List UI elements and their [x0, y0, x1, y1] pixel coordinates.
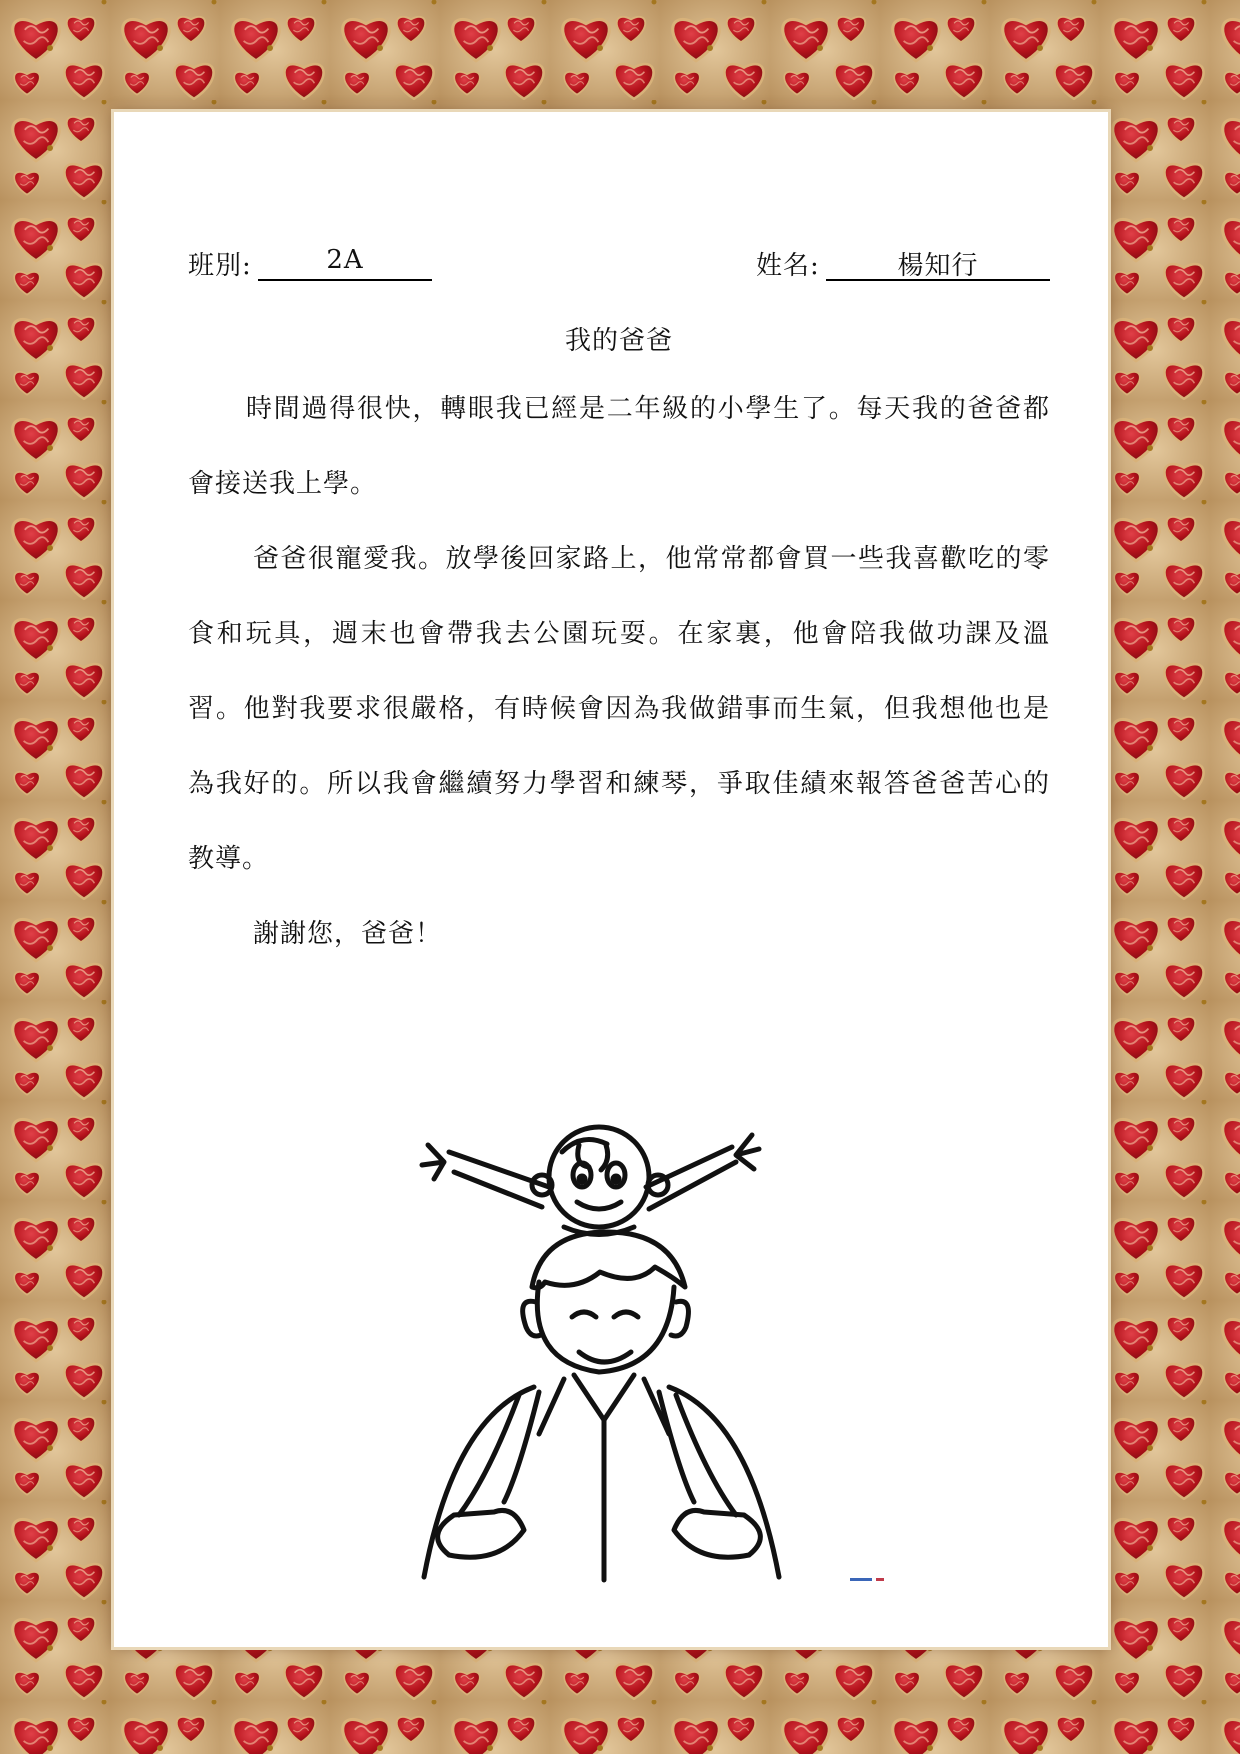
class-value: 2A	[258, 245, 432, 281]
paragraph-2: 爸爸很寵愛我。放學後回家路上，他常常都會買一些我喜歡吃的零食和玩具，週末也會帶我去公園玩耍。在家裏，他會陪我做功課及溫習。他對我要求很嚴格，有時候會因為我做錯事而生氣，但我想他也是為我好的。所以我會繼續努力學習和練琴，爭取佳績來報答爸爸苦心的教導。	[188, 544, 1050, 874]
essay-title: 我的爸爸	[564, 326, 673, 356]
father-child-illustration	[414, 1117, 814, 1587]
name-label: 姓名:	[756, 251, 820, 281]
paper-sheet	[114, 112, 1108, 1647]
paragraph-3: 謝謝您，爸爸！	[253, 919, 443, 949]
class-label: 班別:	[188, 251, 252, 281]
paragraph-1: 時間過得很快，轉眼我已經是二年級的小學生了。每天我的爸爸都會接送我上學。	[188, 394, 1050, 499]
name-value: 楊知行	[826, 245, 1050, 281]
blue-red-marker	[850, 1578, 886, 1581]
